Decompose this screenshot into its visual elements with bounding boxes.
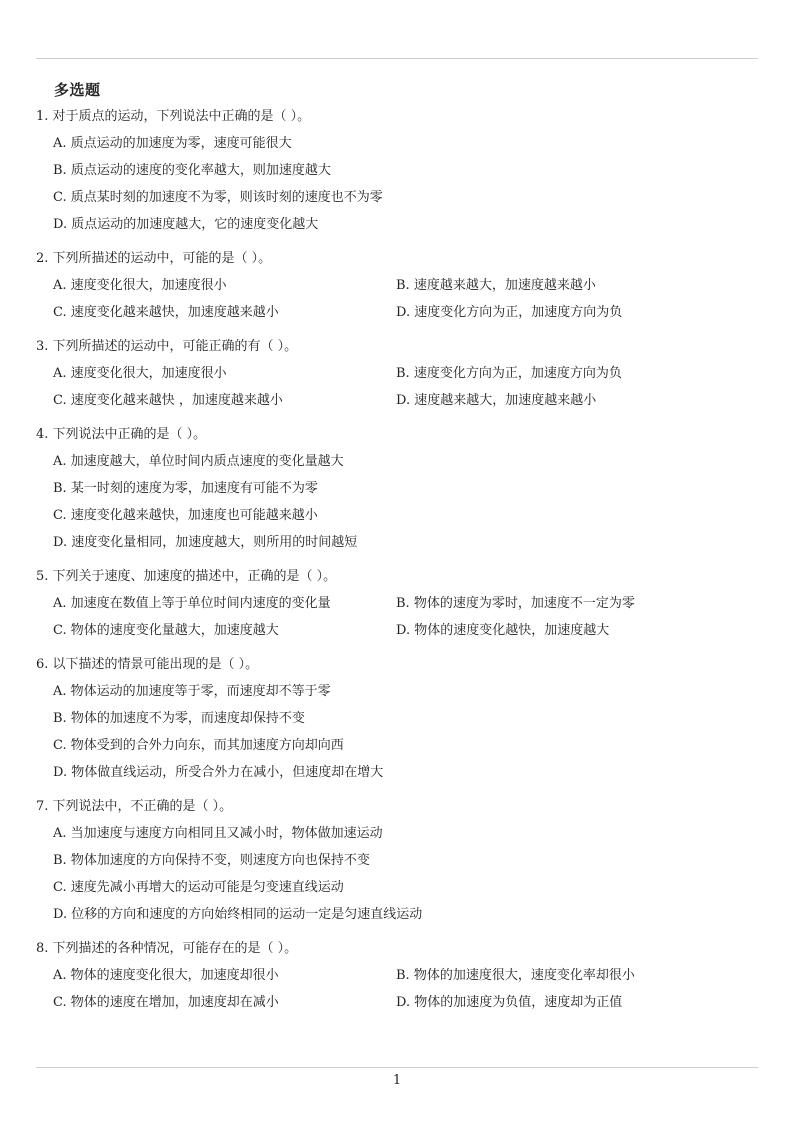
question-8 <box>36 936 758 1016</box>
option-list <box>36 130 758 238</box>
option-b: B. 物体的速度为零时，加速度不一定为零 <box>396 596 635 611</box>
option-d: D. 速度越来越大，加速度越来越小 <box>396 393 597 408</box>
option-b: B. 物体的加速度不为零，而速度却保持不变 <box>53 711 305 726</box>
page-number: 1 <box>392 1073 402 1088</box>
option-c: C. 速度变化越来越快，加速度越来越小 <box>53 305 279 320</box>
option-c: C. 物体的速度在增加，加速度却在减小 <box>53 995 279 1010</box>
option-list <box>36 590 758 644</box>
option-c: C. 物体受到的合外力向东，而其加速度方向却向西 <box>53 738 344 753</box>
option-b: B. 物体加速度的方向保持不变，则速度方向也保持不变 <box>53 853 370 868</box>
option-a: A. 当加速度与速度方向相同且又减小时，物体做加速运动 <box>53 826 383 841</box>
option-b: B. 质点运动的速度的变化率越大，则加速度越大 <box>53 163 331 178</box>
option-b: B. 物体的加速度很大，速度变化率却很小 <box>396 968 635 983</box>
question-stem: 8. 下列描述的各种情况，可能存在的是（ ）。 <box>36 941 298 956</box>
option-d: D. 物体的速度变化越快，加速度越大 <box>396 623 610 638</box>
question-6 <box>36 652 758 786</box>
option-a: A. 速度变化很大，加速度很小 <box>53 278 227 293</box>
option-a: A. 物体运动的加速度等于零，而速度却不等于零 <box>53 684 331 699</box>
option-c: C. 速度先减小再增大的运动可能是匀变速直线运动 <box>53 880 344 895</box>
question-stem: 1. 对于质点的运动，下列说法中正确的是（ ）。 <box>36 109 311 124</box>
option-a: A. 加速度在数值上等于单位时间内速度的变化量 <box>53 596 331 611</box>
option-list <box>36 448 758 556</box>
question-1 <box>36 104 758 238</box>
option-d: D. 物体的加速度为负值，速度却为正值 <box>396 995 623 1010</box>
option-c: C. 质点某时刻的加速度不为零，则该时刻的速度也不为零 <box>53 190 383 205</box>
option-a: A. 物体的速度变化很大，加速度却很小 <box>53 968 279 983</box>
question-stem: 4. 下列说法中正确的是（ ）。 <box>36 427 207 442</box>
option-c: C. 速度变化越来越快 ，加速度越来越小 <box>53 393 283 408</box>
option-a: A. 速度变化很大，加速度很小 <box>53 366 227 381</box>
option-list <box>36 360 758 414</box>
option-a: A. 质点运动的加速度为零，速度可能很大 <box>53 136 292 151</box>
section-title: 多选题 <box>54 81 101 99</box>
option-c: C. 速度变化越来越快，加速度也可能越来越小 <box>53 508 318 523</box>
question-stem: 5. 下列关于速度、加速度的描述中，正确的是（ ）。 <box>36 569 337 584</box>
option-b: B. 某一时刻的速度为零，加速度有可能不为零 <box>53 481 318 496</box>
question-stem: 7. 下列说法中，不正确的是（ ）。 <box>36 799 233 814</box>
footer-divider <box>36 1067 758 1068</box>
question-stem: 3. 下列所描述的运动中，可能正确的有（ ）。 <box>36 339 298 354</box>
question-stem: 2. 下列所描述的运动中，可能的是（ ）。 <box>36 251 272 266</box>
option-d: D. 速度变化量相同，加速度越大，则所用的时间越短 <box>53 535 358 550</box>
option-d: D. 位移的方向和速度的方向始终相同的运动一定是匀速直线运动 <box>53 907 423 922</box>
option-list <box>36 678 758 786</box>
question-7 <box>36 794 758 928</box>
option-d: D. 质点运动的加速度越大，它的速度变化越大 <box>53 217 319 232</box>
option-b: B. 速度越来越大，加速度越来越小 <box>396 278 596 293</box>
option-a: A. 加速度越大，单位时间内质点速度的变化量越大 <box>53 454 344 469</box>
option-b: B. 速度变化方向为正，加速度方向为负 <box>396 366 622 381</box>
question-5 <box>36 564 758 644</box>
question-list <box>36 104 758 1024</box>
question-3 <box>36 334 758 414</box>
option-list <box>36 272 758 326</box>
option-d: D. 物体做直线运动，所受合外力在减小，但速度却在增大 <box>53 765 384 780</box>
option-list <box>36 820 758 928</box>
question-stem: 6. 以下描述的情景可能出现的是（ ）。 <box>36 657 259 672</box>
option-d: D. 速度变化方向为正，加速度方向为负 <box>396 305 623 320</box>
question-4 <box>36 422 758 556</box>
header-divider <box>36 58 758 59</box>
option-list <box>36 962 758 1016</box>
option-c: C. 物体的速度变化量越大，加速度越大 <box>53 623 279 638</box>
question-2 <box>36 246 758 326</box>
